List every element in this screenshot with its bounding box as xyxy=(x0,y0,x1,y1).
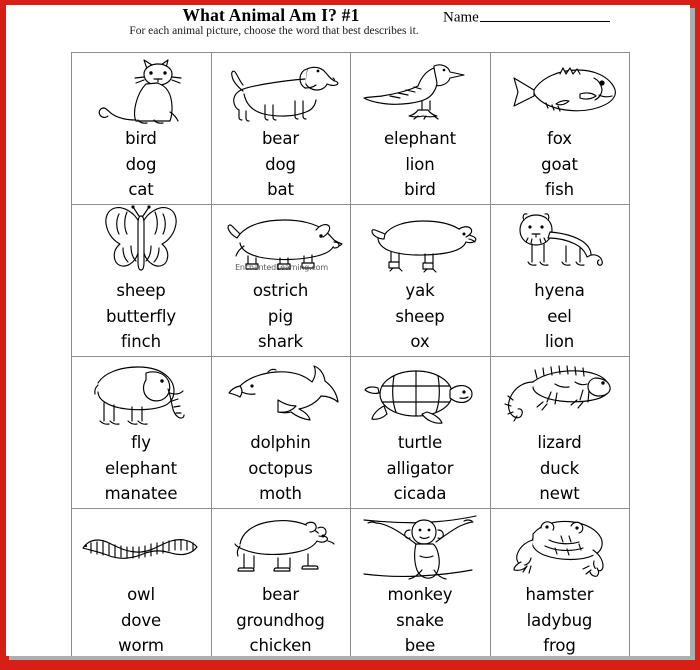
word-choice-list xyxy=(212,278,350,355)
word-choice-list xyxy=(72,582,210,656)
word-choice-option[interactable]: ostrich xyxy=(252,281,309,300)
monkey-picture xyxy=(351,511,489,583)
animal-question-cell[interactable] xyxy=(72,509,212,656)
word-choice-option[interactable]: chicken xyxy=(249,636,312,655)
worm-picture xyxy=(72,511,210,583)
site-watermark: EnchantedLearning.com xyxy=(235,263,328,272)
animal-question-cell[interactable] xyxy=(491,357,631,509)
lion-picture xyxy=(491,207,629,279)
word-choice-option[interactable]: lizard xyxy=(537,433,582,452)
word-choice-list xyxy=(72,430,210,507)
dog-picture xyxy=(212,55,350,127)
animal-question-cell[interactable] xyxy=(351,205,491,357)
bear-picture xyxy=(212,511,350,583)
word-choice-option[interactable]: duck xyxy=(539,458,580,478)
word-choice-option[interactable]: ladybug xyxy=(526,610,593,630)
animal-question-cell[interactable] xyxy=(212,509,352,656)
word-choice-option[interactable]: fish xyxy=(544,180,575,199)
word-choice-option[interactable]: lion xyxy=(544,332,575,351)
animal-question-cell[interactable] xyxy=(212,205,352,357)
word-choice-option[interactable]: bird xyxy=(125,129,157,148)
word-choice-option[interactable]: butterfly xyxy=(105,306,177,326)
word-choice-list xyxy=(212,582,350,656)
word-choice-option[interactable]: finch xyxy=(121,332,161,351)
instructions-text: For each animal picture, choose the word that best describes it. xyxy=(129,25,419,37)
word-choice-list xyxy=(491,126,629,203)
word-choice-option[interactable]: dog xyxy=(265,154,296,174)
animal-question-cell[interactable] xyxy=(491,205,631,357)
animal-grid xyxy=(71,52,630,656)
word-choice-option[interactable]: manatee xyxy=(104,484,178,503)
word-choice-option[interactable]: fox xyxy=(547,129,572,148)
animal-question-cell[interactable] xyxy=(351,357,491,509)
word-choice-option[interactable]: cat xyxy=(128,180,154,199)
word-choice-option[interactable]: elephant xyxy=(104,458,178,478)
word-choice-option[interactable]: dolphin xyxy=(250,433,311,452)
animal-question-cell[interactable] xyxy=(212,357,352,509)
word-choice-option[interactable]: eel xyxy=(547,306,572,326)
animal-question-cell[interactable] xyxy=(72,357,212,509)
word-choice-option[interactable]: octopus xyxy=(248,458,313,478)
word-choice-option[interactable]: hyena xyxy=(534,281,585,300)
word-choice-option[interactable]: cicada xyxy=(393,484,447,503)
word-choice-option[interactable]: frog xyxy=(543,636,576,655)
word-choice-option[interactable]: turtle xyxy=(397,433,443,452)
word-choice-option[interactable]: bear xyxy=(261,585,300,604)
word-choice-option[interactable]: yak xyxy=(405,281,435,300)
animal-question-cell[interactable] xyxy=(491,509,631,656)
word-choice-option[interactable]: alligator xyxy=(386,458,454,478)
word-choice-option[interactable]: shark xyxy=(257,332,303,351)
animal-question-cell[interactable] xyxy=(491,53,631,205)
word-choice-option[interactable]: dog xyxy=(125,154,157,174)
animal-question-cell[interactable] xyxy=(212,53,352,205)
word-choice-option[interactable]: ox xyxy=(410,332,430,351)
animal-question-cell[interactable] xyxy=(351,53,491,205)
word-choice-list xyxy=(212,126,350,203)
word-choice-option[interactable]: owl xyxy=(127,585,155,604)
animal-question-cell[interactable] xyxy=(72,53,212,205)
word-choice-list xyxy=(72,126,210,203)
elephant-picture xyxy=(72,359,210,431)
animal-question-cell[interactable] xyxy=(72,205,212,357)
word-choice-list xyxy=(491,582,629,656)
word-choice-option[interactable]: newt xyxy=(539,484,580,503)
cat-picture xyxy=(72,55,210,127)
word-choice-option[interactable]: elephant xyxy=(383,129,457,148)
frog-picture xyxy=(491,511,629,583)
word-choice-list xyxy=(491,278,629,355)
name-field[interactable] xyxy=(443,7,610,27)
sheep-picture xyxy=(351,207,489,279)
word-choice-option[interactable]: monkey xyxy=(387,585,453,604)
turtle-picture xyxy=(351,359,489,431)
word-choice-option[interactable]: worm xyxy=(118,636,164,655)
word-choice-list xyxy=(491,430,629,507)
word-choice-list xyxy=(72,278,210,355)
bird-picture xyxy=(351,55,489,127)
word-choice-option[interactable]: fly xyxy=(131,433,151,452)
word-choice-option[interactable]: groundhog xyxy=(236,610,325,630)
worksheet-header xyxy=(6,5,690,53)
name-label: Name xyxy=(443,9,479,26)
butterfly-picture xyxy=(72,207,210,279)
word-choice-list xyxy=(351,278,489,355)
word-choice-option[interactable]: hamster xyxy=(525,585,594,604)
word-choice-option[interactable]: lion xyxy=(405,154,435,174)
word-choice-option[interactable]: pig xyxy=(267,306,294,326)
worksheet-page xyxy=(6,5,690,656)
lizard-picture xyxy=(491,359,629,431)
animal-question-cell[interactable] xyxy=(351,509,491,656)
fish-picture xyxy=(491,55,629,127)
word-choice-option[interactable]: bear xyxy=(261,129,300,148)
word-choice-option[interactable]: moth xyxy=(259,484,302,503)
word-choice-list xyxy=(212,430,350,507)
word-choice-option[interactable]: dove xyxy=(120,610,162,630)
word-choice-option[interactable]: sheep xyxy=(116,281,166,300)
word-choice-option[interactable]: snake xyxy=(396,610,444,630)
word-choice-option[interactable]: sheep xyxy=(395,306,445,326)
dolphin-picture xyxy=(212,359,350,431)
word-choice-option[interactable]: bird xyxy=(404,180,436,199)
word-choice-list xyxy=(351,582,489,656)
word-choice-option[interactable]: bat xyxy=(267,180,294,199)
word-choice-list xyxy=(351,430,489,507)
word-choice-option[interactable]: bee xyxy=(404,636,436,655)
page-title: What Animal Am I? #1 xyxy=(182,5,360,25)
word-choice-option[interactable]: goat xyxy=(541,154,578,174)
word-choice-list xyxy=(351,126,489,203)
name-write-line[interactable] xyxy=(480,7,610,22)
